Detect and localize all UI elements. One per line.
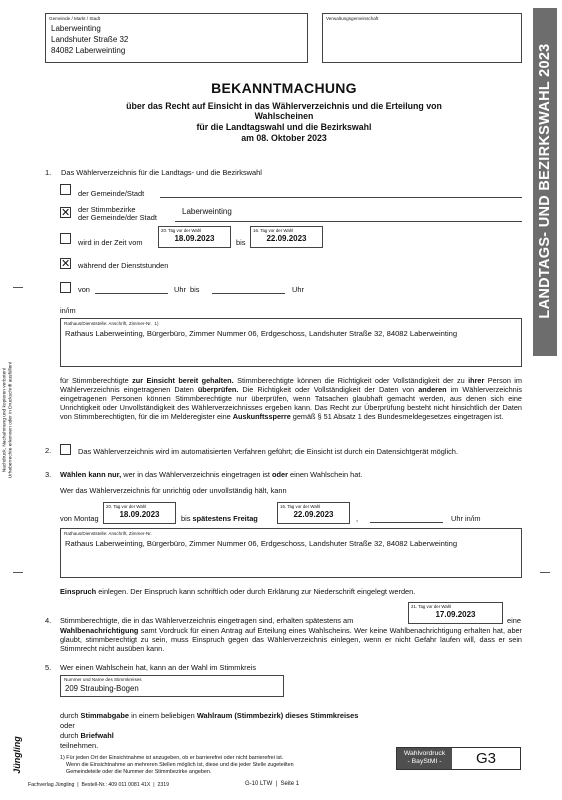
date-caption: 16. Tag vor der Wahl [280,504,321,509]
room-caption: Rathaus/Dienststelle: Anschrift, Zimmer-Nr. 1) [64,321,159,326]
section-number: 3. [45,470,52,479]
date-caption: 16. Tag vor der Wahl [253,228,294,233]
section-intro: Das Wählerverzeichnis für die Landtags- und die Bezirkswahl [61,168,262,177]
left-margin-dash [13,287,23,288]
municipality-box [45,13,308,63]
date-to-box [277,502,350,524]
date-caption: 21. Tag vor der Wahl [411,604,452,609]
publisher-logo: Jüngling [12,736,22,774]
municipality-street: Landshuter Straße 32 [51,35,129,44]
date-caption: 20. Tag vor der Wahl [161,228,202,233]
stimmbezirke-value: Laberweinting [182,207,232,216]
inspection-paragraph: für Stimmberechtigte zur Einsicht bereit gehalten. Stimmberechtigte können die Richtigkeit oder Vollständigkeit der zu ihrer Person im Wählerverzeichnis eingetragenen Daten überprüfen. Die Richtigkeit oder Vollständigkeit der Daten von anderen im Wählerverzeichnis eingetragenen Personen können Stimmberechtigte nur überprüfen, wenn Tatsachen glaubhaft gemacht werden, aus denen sich eine Unrichtigkeit oder Unvollständigkeit des Wählerverzeichnisses ergeben kann. Das Recht zur Überprüfung besteht nicht hinsichtlich der Daten von Stimmberechtigten, für die im Melderegister eine Auskunftssperre gemäß § 51 Absatz 1 des Bundesmeldegesetzes eingetragen ist. [60,376,522,421]
form-badge [396,747,521,770]
option-label: der Gemeinde/der Stadt [78,213,157,222]
date-from-box [158,226,231,248]
room-caption: Rathaus/Dienststelle: Anschrift, Zimmer-Nr. [64,531,152,536]
checkbox-gemeinde[interactable] [60,184,71,195]
checkbox-dienst[interactable]: ✕ [61,257,71,270]
section-text: Wer das Wählerverzeichnis für unrichtig oder unvollständig hält, kann [60,486,287,495]
right-margin-dash [540,572,550,573]
bis-label: bis [236,238,246,247]
date-caption: 20. Tag vor der Wahl [106,504,147,509]
uhr-label: Uhr in/im [451,514,481,523]
section-text: Wer einen Wahlschein hat, kann an der Wahl im Stimmkreis [60,663,257,672]
checkbox-zeit[interactable] [60,233,71,244]
heading-line: am 08. Oktober 2023 [241,133,327,144]
stimmkreis-value: 209 Straubing-Bogen [65,684,139,693]
section-text: oder [60,721,75,730]
in-im-label: in/im [60,306,76,315]
footer-page: G-10 LTW | Seite 1 [245,781,300,787]
section-number: 4. [45,616,52,625]
copyright-note: Nachdruck, Nachahmung und kopieren verboten! Urheberrechte erkennen oder in Druckschrift ausfüllen! [2,361,14,479]
bis-label: bis spätestens Freitag [181,514,258,523]
section-text: Stimmberechtigte, die in das Wählerverzeichnis eingetragen sind, erhalten spätestens am [60,616,354,625]
footer-order-number: Fachverlag Jüngling | Bestell-Nr.: 409 011 0081 41X | 2319 [28,782,170,788]
municipality-caption: Gemeinde / Markt / Stadt [49,16,101,21]
checkbox-von[interactable] [60,282,71,293]
option-label: während der Dienststunden [78,261,169,270]
municipality-name: Laberweinting [51,24,101,33]
room-value: Rathaus Laberweinting, Bürgerbüro, Zimmer Nummer 06, Erdgeschoss, Landshuter Straße 32, 84082 Laberweinting [65,539,458,548]
admin-caption: Verwaltungsgemeinschaft [326,16,379,21]
section-text: Wahlbenachrichtigung samt Vordruck für einen Antrag auf Erteilung eines Wahlscheins. Wer keine Wahlbenachrichtigung erhalten hat, aber glaubt, stimmberechtigt zu sein, muss Einspruch gegen das Wählerverzeichnis einlegen, wenn er nicht Gefahr laufen will, dass er sein Stimmrecht nicht ausüben kann. [60,626,522,653]
badge-code: G3 [475,750,496,767]
heading-line: über das Recht auf Einsicht in das Wählerverzeichnis und die Erteilung von [126,100,442,111]
page-title: BEKANNTMACHUNG [211,80,357,96]
room-box [60,528,522,578]
date-value: 18.09.2023 [119,510,160,519]
checkbox-stimmbezirke[interactable]: ✕ [61,206,71,219]
section-text: durch Briefwahl [60,731,114,740]
date-value: 22.09.2023 [266,234,307,243]
municipality-city: 84082 Laberweinting [51,46,126,55]
section-number: 1. [45,168,52,177]
footnote: 1) Für jeden Ort der Einsichtnahme ist anzugeben, ob er barrierefrei oder nicht barrierefrei ist. Wenn die Einsichtnahme an mehreren Stellen möglich ist, diese und die jeder Stelle zugeteilten Gemeindeteile oder die Nummer der Stimmbezirke angeben. [60,755,294,776]
von-montag-label: von Montag [60,514,99,523]
fill-line [212,293,285,294]
option-label: der Gemeinde/Stadt [78,189,145,198]
stimmkreis-box [60,675,284,697]
date-value: 22.09.2023 [293,510,334,519]
fill-line [175,221,522,222]
heading-line: für die Landtagswahl und die Bezirkswahl [196,122,372,133]
section-text: teilnehmen. [60,741,99,750]
fill-line [370,522,443,523]
einspruch-text: Einspruch einlegen. Der Einspruch kann schriftlich oder durch Erklärung zur Niederschrift eingelegt werden. [60,587,416,596]
section-text: Das Wählerverzeichnis wird im automatisierten Verfahren geführt; die Einsicht ist durch ein Datensichtgerät möglich. [78,447,458,456]
fill-line [160,197,522,198]
left-margin-dash [13,572,23,573]
section-text: durch Stimmabgabe in einem beliebigen Wahlraum (Stimmbezirk) dieses Stimmkreises [60,711,359,720]
date-value: 18.09.2023 [174,234,215,243]
date-value: 17.09.2023 [435,610,476,619]
heading-line: Wahlscheinen [254,111,314,122]
option-label: Uhr bis [174,285,200,294]
heading [40,80,528,144]
option-label: Uhr [292,285,304,294]
stimmkreis-caption: Nummer und Name des Stimmkreises [64,677,142,682]
date-to-box [250,226,323,248]
section-text: Wählen kann nur, wer in das Wählerverzeichnis eingetragen ist oder einen Wahlschein hat. [60,470,363,479]
section-number: 5. [45,663,52,672]
side-band-text: LANDTAGS- UND BEZIRKSWAHL 2023 [537,43,553,319]
section-text: eine [507,616,521,625]
section-number: 2. [45,446,52,455]
option-label: der Stimmbezirke [78,205,136,214]
option-label: von [78,285,90,294]
room-box [60,318,522,367]
date-from-box [103,502,176,524]
fill-line [95,293,168,294]
comma: , [356,514,359,523]
room-value: Rathaus Laberweinting, Bürgerbüro, Zimmer Nummer 06, Erdgeschoss, Landshuter Straße 32, 84082 Laberweinting [65,329,458,338]
badge-label: Wahlvordruck - BayStMI - [397,748,452,769]
admin-box [322,13,522,63]
checkbox-automated[interactable] [60,444,71,455]
date-box [408,602,503,624]
option-label: wird in der Zeit vom [78,238,143,247]
